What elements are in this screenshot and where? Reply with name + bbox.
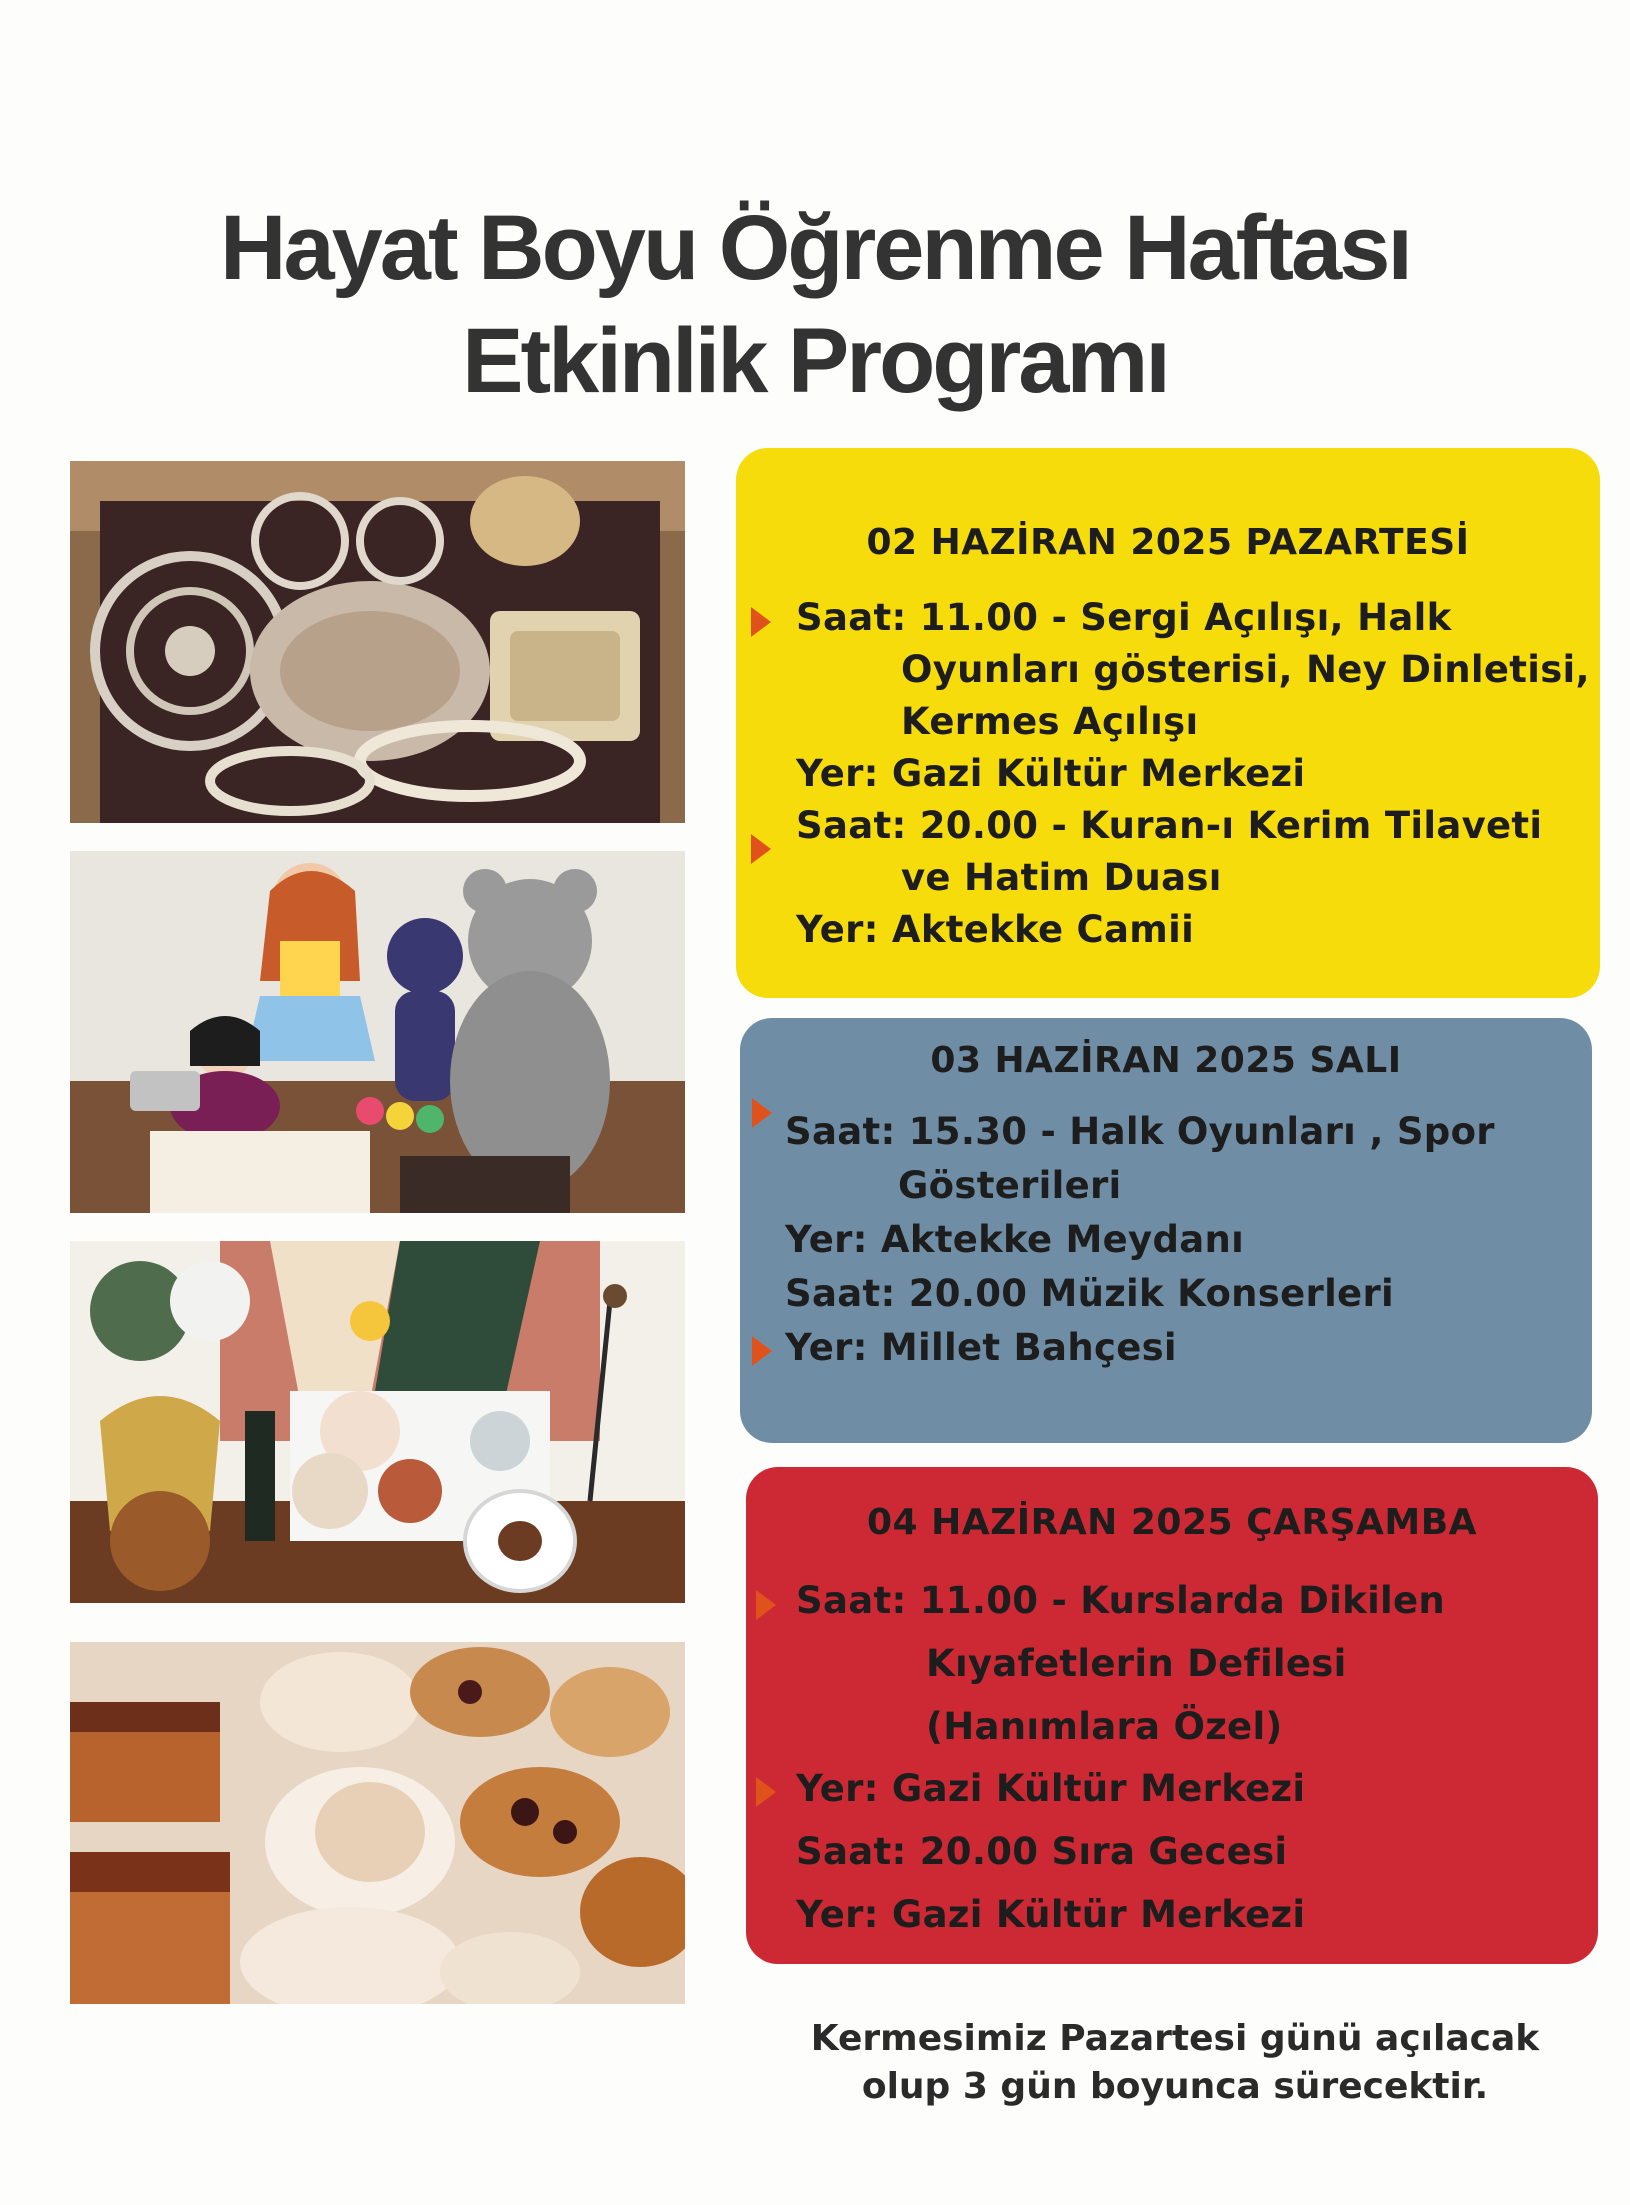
footer-note-line-2: olup 3 gün boyunca sürecektir. — [861, 2066, 1489, 2107]
event-line: (Hanımlara Özel) — [926, 1705, 1283, 1748]
event-location: Yer: Gazi Kültür Merkezi — [796, 1893, 1306, 1936]
footer-note-line-1: Kermesimiz Pazartesi günü açılacak — [810, 2018, 1540, 2059]
event-location: Yer: Gazi Kültür Merkezi — [796, 1767, 1306, 1810]
event-line: Saat: 20.00 Sıra Gecesi — [796, 1830, 1288, 1873]
day-heading: 03 HAZİRAN 2025 SALI — [930, 1040, 1402, 1081]
page-title-line-2: Etkinlik Programı — [462, 310, 1168, 412]
knitted-toys-photo — [70, 851, 685, 1213]
event-line: Saat: 20.00 - Kuran-ı Kerim Tilaveti — [796, 804, 1543, 847]
event-line: Oyunları gösterisi, Ney Dinletisi, — [901, 648, 1590, 691]
day-heading: 04 HAZİRAN 2025 ÇARŞAMBA — [866, 1502, 1477, 1543]
arrow-bullet-icon — [756, 1777, 776, 1807]
day-card-monday — [736, 448, 1600, 998]
arrow-bullet-icon — [751, 607, 771, 637]
day-card-wednesday — [746, 1467, 1598, 1964]
event-line: ve Hatim Duası — [901, 856, 1222, 899]
event-line: Saat: 20.00 Müzik Konserleri — [785, 1272, 1394, 1315]
arrow-bullet-icon — [752, 1336, 772, 1366]
event-location: Yer: Millet Bahçesi — [785, 1326, 1177, 1369]
day-heading: 02 HAZİRAN 2025 PAZARTESİ — [866, 522, 1470, 563]
handwoven-baskets-photo — [70, 461, 685, 823]
arrow-bullet-icon — [752, 1098, 772, 1128]
pastries-photo — [70, 1642, 685, 2004]
arrow-bullet-icon — [751, 834, 771, 864]
event-location: Yer: Aktekke Camii — [796, 908, 1195, 951]
arrow-bullet-icon — [756, 1590, 776, 1620]
page-title-line-1: Hayat Boyu Öğrenme Haftası — [220, 197, 1410, 299]
handmade-flowers-photo — [70, 1241, 685, 1603]
event-line: Saat: 11.00 - Sergi Açılışı, Halk — [796, 596, 1452, 639]
event-location: Yer: Gazi Kültür Merkezi — [796, 752, 1306, 795]
event-location: Yer: Aktekke Meydanı — [785, 1218, 1245, 1261]
day-card-tuesday — [740, 1018, 1592, 1443]
event-line: Kıyafetlerin Defilesi — [926, 1642, 1347, 1685]
event-line: Kermes Açılışı — [901, 700, 1199, 743]
event-line: Gösterileri — [898, 1164, 1122, 1207]
event-line: Saat: 11.00 - Kurslarda Dikilen — [796, 1579, 1446, 1622]
event-line: Saat: 15.30 - Halk Oyunları , Spor — [785, 1110, 1495, 1153]
